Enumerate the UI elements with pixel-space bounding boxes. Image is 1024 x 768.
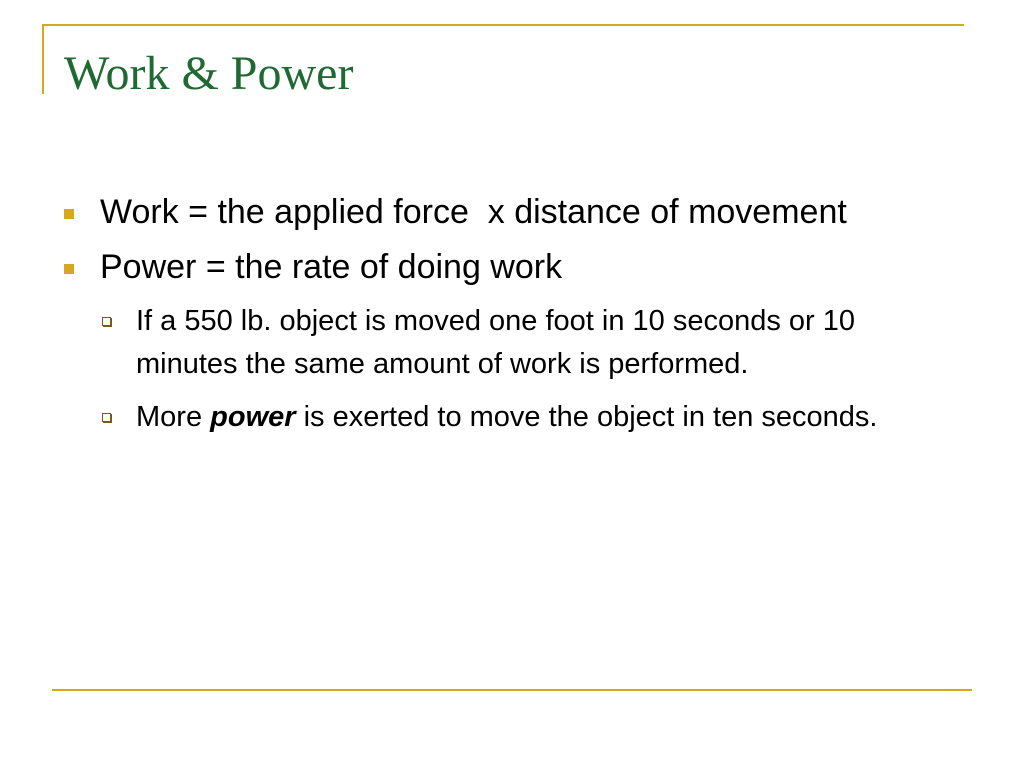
bullet-power (64, 245, 964, 290)
bottom-border-line (52, 689, 972, 691)
sub-bullet-more-power-before: More (136, 401, 211, 433)
sub-bullet-same-work-text: If a 550 lb. object is moved one foot in 10 seconds or 10 minutes the same amount of work is performed. (136, 305, 856, 380)
slide-title: Work & Power (64, 47, 354, 100)
hollow-square-bullet-icon (102, 317, 111, 326)
sub-bullet-more-power (100, 396, 964, 439)
left-border-line (42, 24, 44, 94)
emphasis-power: power (210, 401, 296, 433)
sub-bullet-more-power-after: is exerted to move the object in ten seconds. (295, 401, 878, 433)
slide-body (64, 190, 964, 439)
bullet-work (64, 190, 964, 235)
square-bullet-icon (64, 264, 74, 274)
top-border-line (42, 24, 964, 26)
hollow-square-bullet-icon (102, 413, 111, 422)
square-bullet-icon (64, 209, 74, 219)
bullet-power-text: Power = the rate of doing work (100, 248, 563, 286)
bullet-work-text: Work = the applied force x distance of movement (100, 193, 847, 231)
sub-bullet-same-work (100, 300, 964, 386)
